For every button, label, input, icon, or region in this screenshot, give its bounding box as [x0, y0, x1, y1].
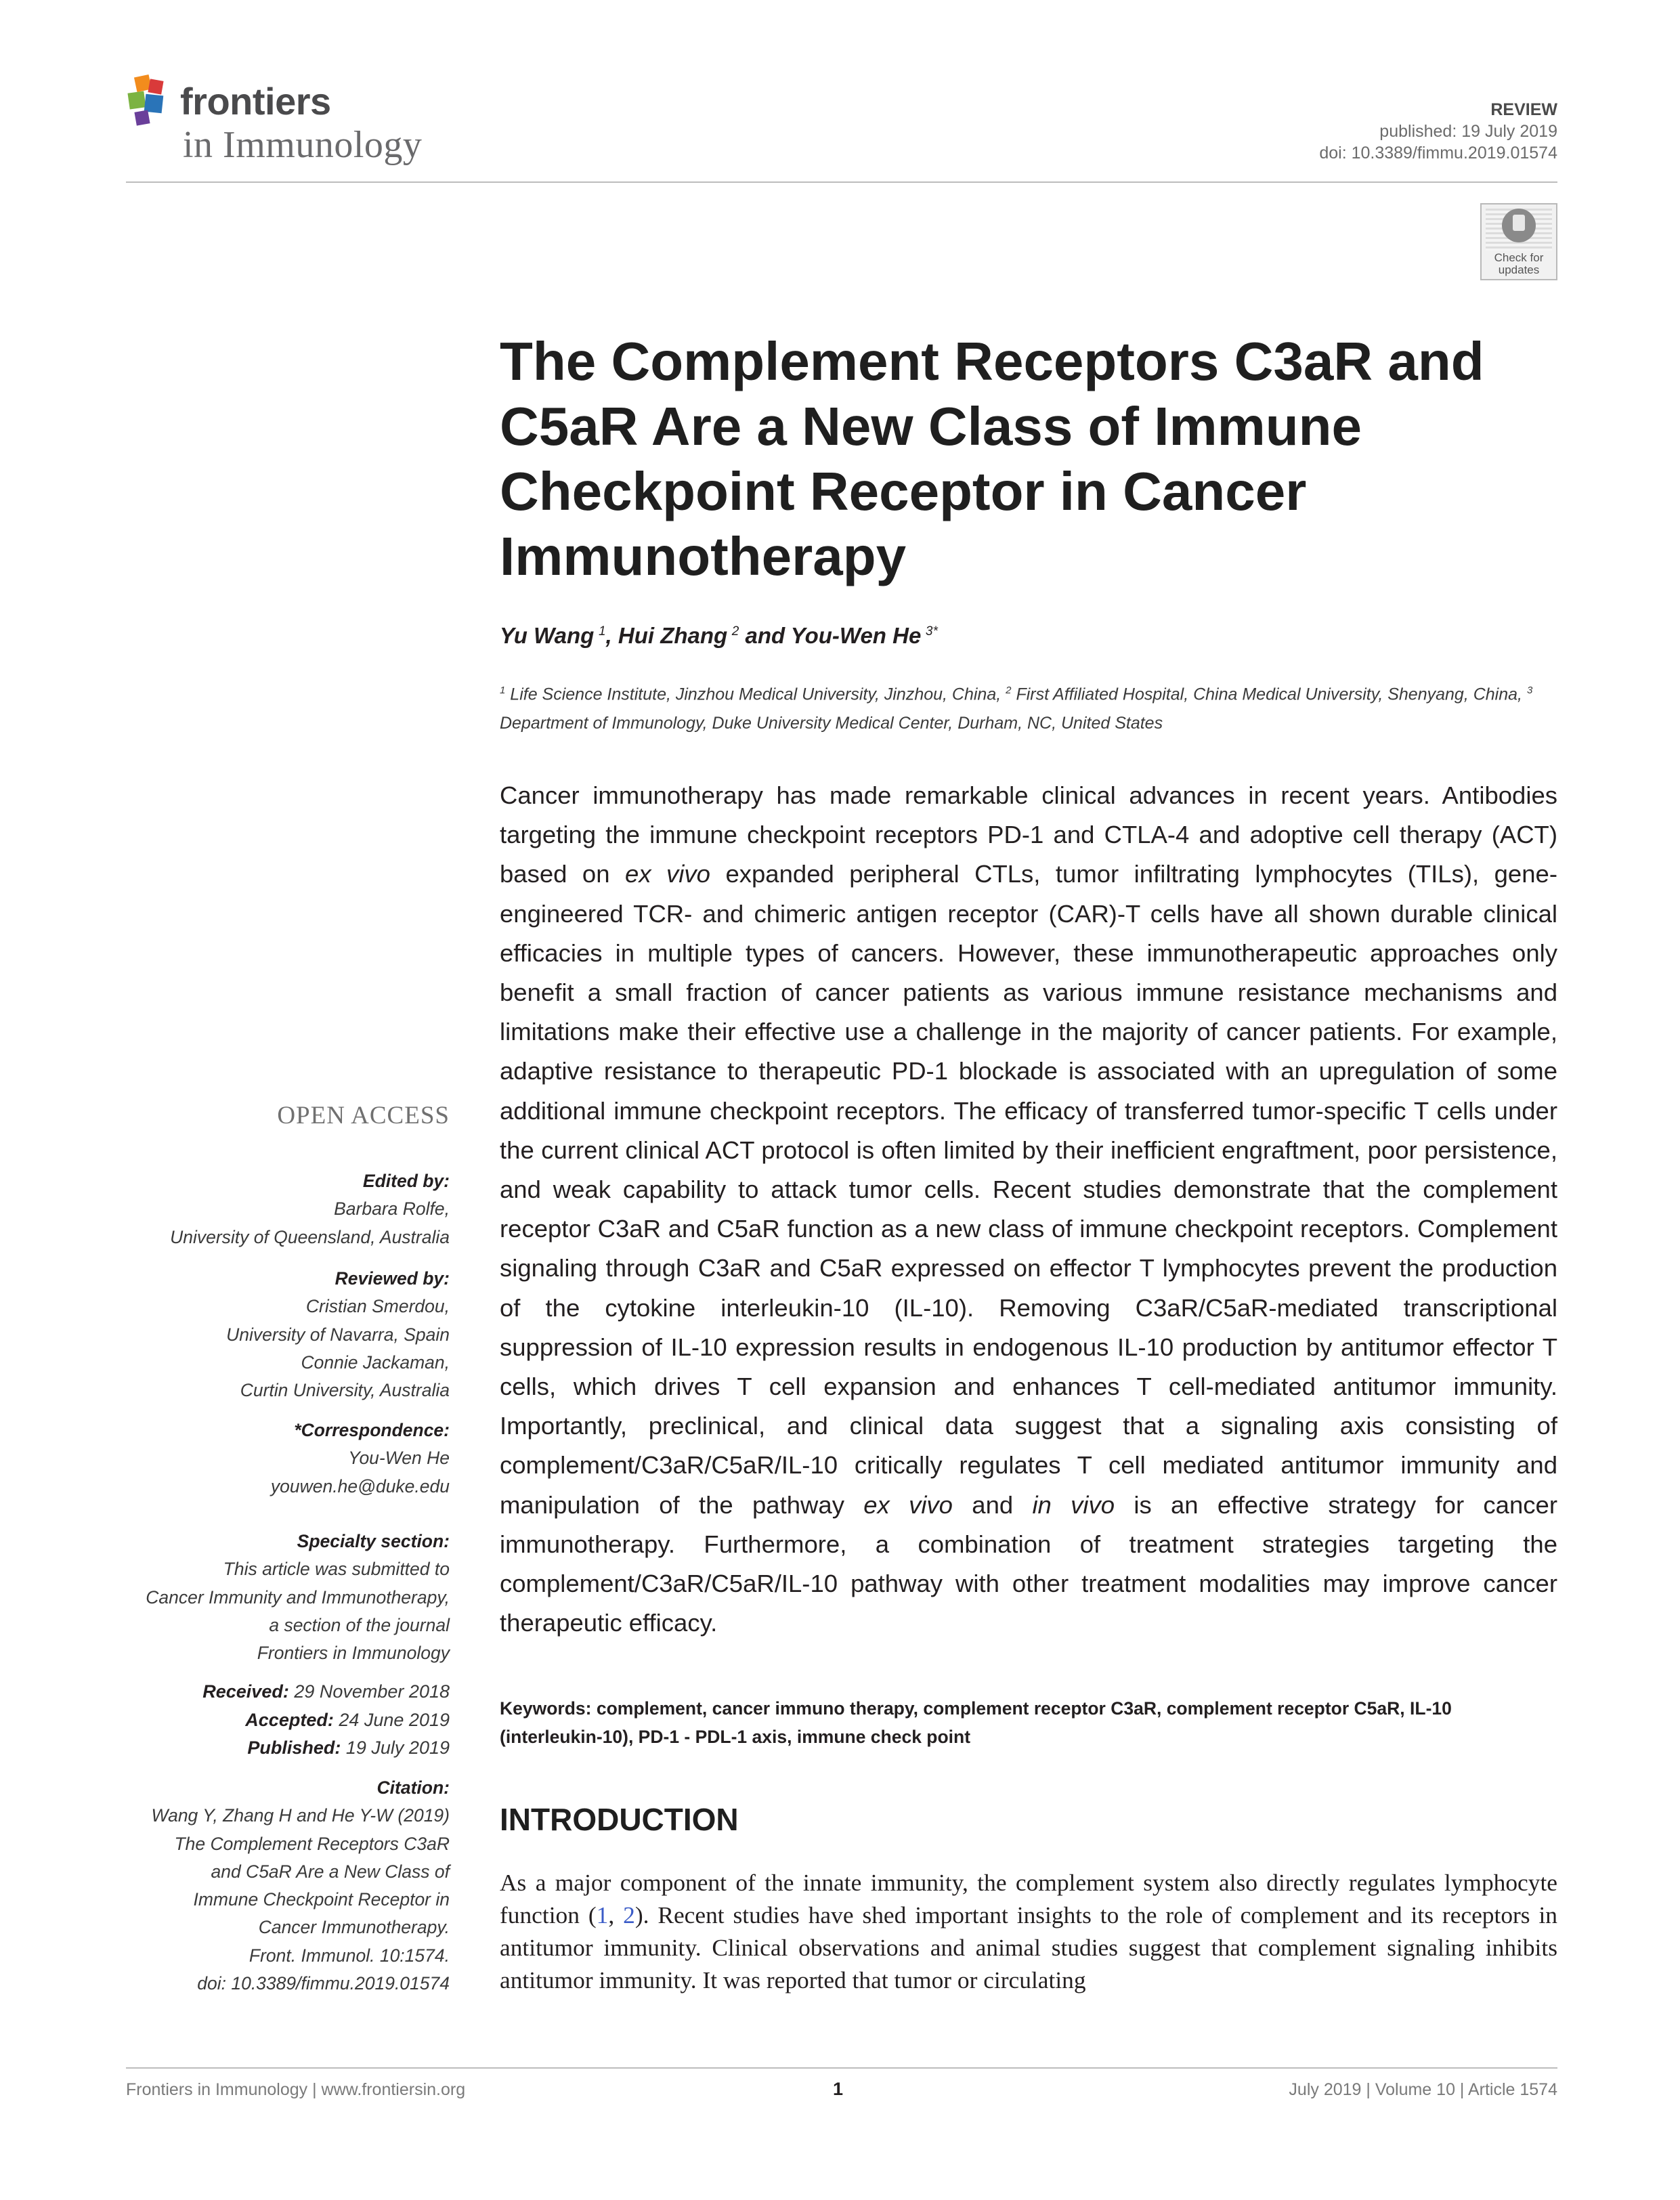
- reviewer-name[interactable]: Cristian Smerdou,: [305, 1296, 450, 1317]
- author-list: Yu Wang $^1$, Hui Zhang $^2$ and You-Wen He $^{3*}$: [500, 623, 938, 648]
- footer-journal-link[interactable]: Frontiers in Immunology | www.frontiersin.org: [126, 2080, 466, 2099]
- journal-name-primary: frontiers: [180, 80, 331, 123]
- reviewed-by-block: Reviewed by: Cristian Smerdou, University of Navarra, Spain Connie Jackaman, Curtin University, Australia: [126, 1265, 450, 1404]
- page-number: 1: [833, 2079, 844, 2099]
- footer-issue-info: July 2019 | Volume 10 | Article 1574: [1289, 2080, 1557, 2099]
- citation-doi[interactable]: doi: 10.3389/fimmu.2019.01574: [197, 1973, 450, 1994]
- article-doi[interactable]: doi: 10.3389/fimmu.2019.01574: [1319, 144, 1557, 163]
- author-name[interactable]: Hui Zhang: [618, 623, 728, 648]
- section-heading-introduction: INTRODUCTION: [500, 1802, 739, 1837]
- published-date: published: 19 July 2019: [1379, 122, 1557, 141]
- journal-logo[interactable]: [126, 73, 478, 175]
- author-name[interactable]: Yu Wang: [500, 623, 595, 648]
- abstract: Cancer immunotherapy has made remarkable clinical advances in recent years. Antibodies targeting the immune checkpoint receptors PD-1 and CTLA-4 and adoptive cell therapy (ACT) based on ex vivo expanded peripheral CTLs, tumor infiltrating lymphocytes (TILs), gene-engineered TCR- and chimeric antigen receptor (CAR)-T cells have all shown durable clinical efficacies in multiple types of cancers. However, these immunotherapeutic approaches only benefit a small fraction of cancer patients as various immune resistance mechanisms and limitations make their effective use a challenge in the majority of cancer patients. For example, adaptive resistance to therapeutic PD-1 blockade is associated with an upregulation of some additional immune checkpoint receptors. The efficacy of transferred tumor-specific T cells under the current clinical ACT protocol is often limited by their inefficient engraftment, poor persistence, and weak capability to attack tumor cells. Recent studies demonstrate that the complement receptor C3aR and C5aR function as a new class of immune checkpoint receptors. Complement signaling through C3aR and C5aR expressed on effector T lymphocytes prevent the production of the cytokine interleukin-10 (IL-10). Removing C3aR/C5aR-mediated transcriptional suppression of IL-10 expression results in endogenous IL-10 production by antitumor effector T cells, which drives T cell expansion and enhances T cell-mediated antitumor immunity. Importantly, preclinical, and clinical data suggest that a signaling axis consisting of complement/C3aR/C5aR/IL-10 critically regulates T cell mediated antitumor immunity and manipulation of the pathway ex vivo and in vivo is an effective strategy for cancer immunotherapy. Furthermore, a combination of treatment strategies targeting the complement/C3aR/C5aR/IL-10 pathway with other treatment modalities may improve cancer therapeutic efficacy.: [500, 781, 1557, 1637]
- article-type: REVIEW: [1490, 100, 1557, 119]
- affiliation: First Affiliated Hospital, China Medical University, Shenyang, China,: [1016, 685, 1522, 704]
- correspondence-block: *Correspondence: You-Wen He youwen.he@duke.edu: [126, 1417, 450, 1501]
- edited-by-block: Edited by: Barbara Rolfe, University of Queensland, Australia: [126, 1167, 450, 1251]
- frontiers-logo-icon: [126, 73, 180, 134]
- reference-link[interactable]: 1: [596, 1901, 609, 1928]
- reference-link[interactable]: 2: [623, 1901, 635, 1928]
- reviewer-affiliation: Curtin University, Australia: [240, 1380, 450, 1401]
- correspondent-email[interactable]: youwen.he@duke.edu: [270, 1475, 450, 1496]
- keywords: Keywords: complement, cancer immuno therapy, complement receptor C3aR, complement receptor C5aR, IL-10 (interleukin-10), PD-1 - PDL-1 axis, immune check point: [500, 1698, 1452, 1747]
- received-date: Received: 29 November 2018: [202, 1681, 450, 1702]
- journal-name-secondary: in Immunology: [183, 124, 423, 166]
- article-dates: [126, 1678, 450, 1763]
- editor-name[interactable]: Barbara Rolfe,: [334, 1199, 450, 1220]
- affiliation: Department of Immunology, Duke University Medical Center, Durham, NC, United States: [500, 714, 1163, 733]
- header-divider: [126, 181, 1557, 183]
- correspondent-name: You-Wen He: [348, 1448, 450, 1469]
- bookmark-icon: [1502, 209, 1536, 242]
- check-for-updates-badge[interactable]: [1480, 203, 1557, 280]
- introduction-paragraph: As a major component of the innate immunity, the complement system also directly regulates lymphocyte function (1, 2). Recent studies have shed important insights to the role of complement and its receptors in antitumor immunity. Clinical observations and animal studies suggest that complement signaling inhibits antitumor immunity. It was reported that tumor or circulating: [500, 1869, 1558, 1993]
- author-name[interactable]: You-Wen He: [790, 623, 922, 648]
- check-updates-label: Check for updates: [1494, 251, 1544, 276]
- affiliation: Life Science Institute, Jinzhou Medical University, Jinzhou, China,: [510, 685, 1001, 704]
- reviewer-name[interactable]: Connie Jackaman,: [301, 1352, 450, 1373]
- citation-block: Citation: Wang Y, Zhang H and He Y-W (2019) The Complement Receptors C3aR and C5aR Are a New Class of Immune Checkpoint Receptor in Cancer Immunotherapy. Front. Immunol. 10:1574. doi: 10.3389/fimmu.2019.01574: [126, 1774, 450, 1998]
- editor-affiliation: University of Queensland, Australia: [170, 1226, 450, 1247]
- footer-divider: [126, 2067, 1557, 2069]
- affiliations: $^1$ Life Science Institute, Jinzhou Medical University, Jinzhou, China, $^2$ First Affiliated Hospital, China Medical University, Shenyang, China, $^3$ Department of Immunology, Duke University Medical Center, Durham, NC, United States: [500, 685, 1533, 733]
- article-meta-header: [1319, 99, 1557, 164]
- reviewer-affiliation: University of Navarra, Spain: [226, 1324, 450, 1345]
- published-date-sidebar: Published: 19 July 2019: [247, 1738, 450, 1758]
- article-title: The Complement Receptors C3aR and C5aR Are a New Class of Immune Checkpoint Receptor in Cancer Immunotherapy: [500, 331, 1484, 586]
- open-access-label: OPEN ACCESS: [277, 1102, 450, 1129]
- specialty-section-block: Specialty section: This article was submitted to Cancer Immunity and Immunotherapy, a section of the journal Frontiers in Immunology: [146, 1531, 450, 1664]
- accepted-date: Accepted: 24 June 2019: [245, 1709, 450, 1730]
